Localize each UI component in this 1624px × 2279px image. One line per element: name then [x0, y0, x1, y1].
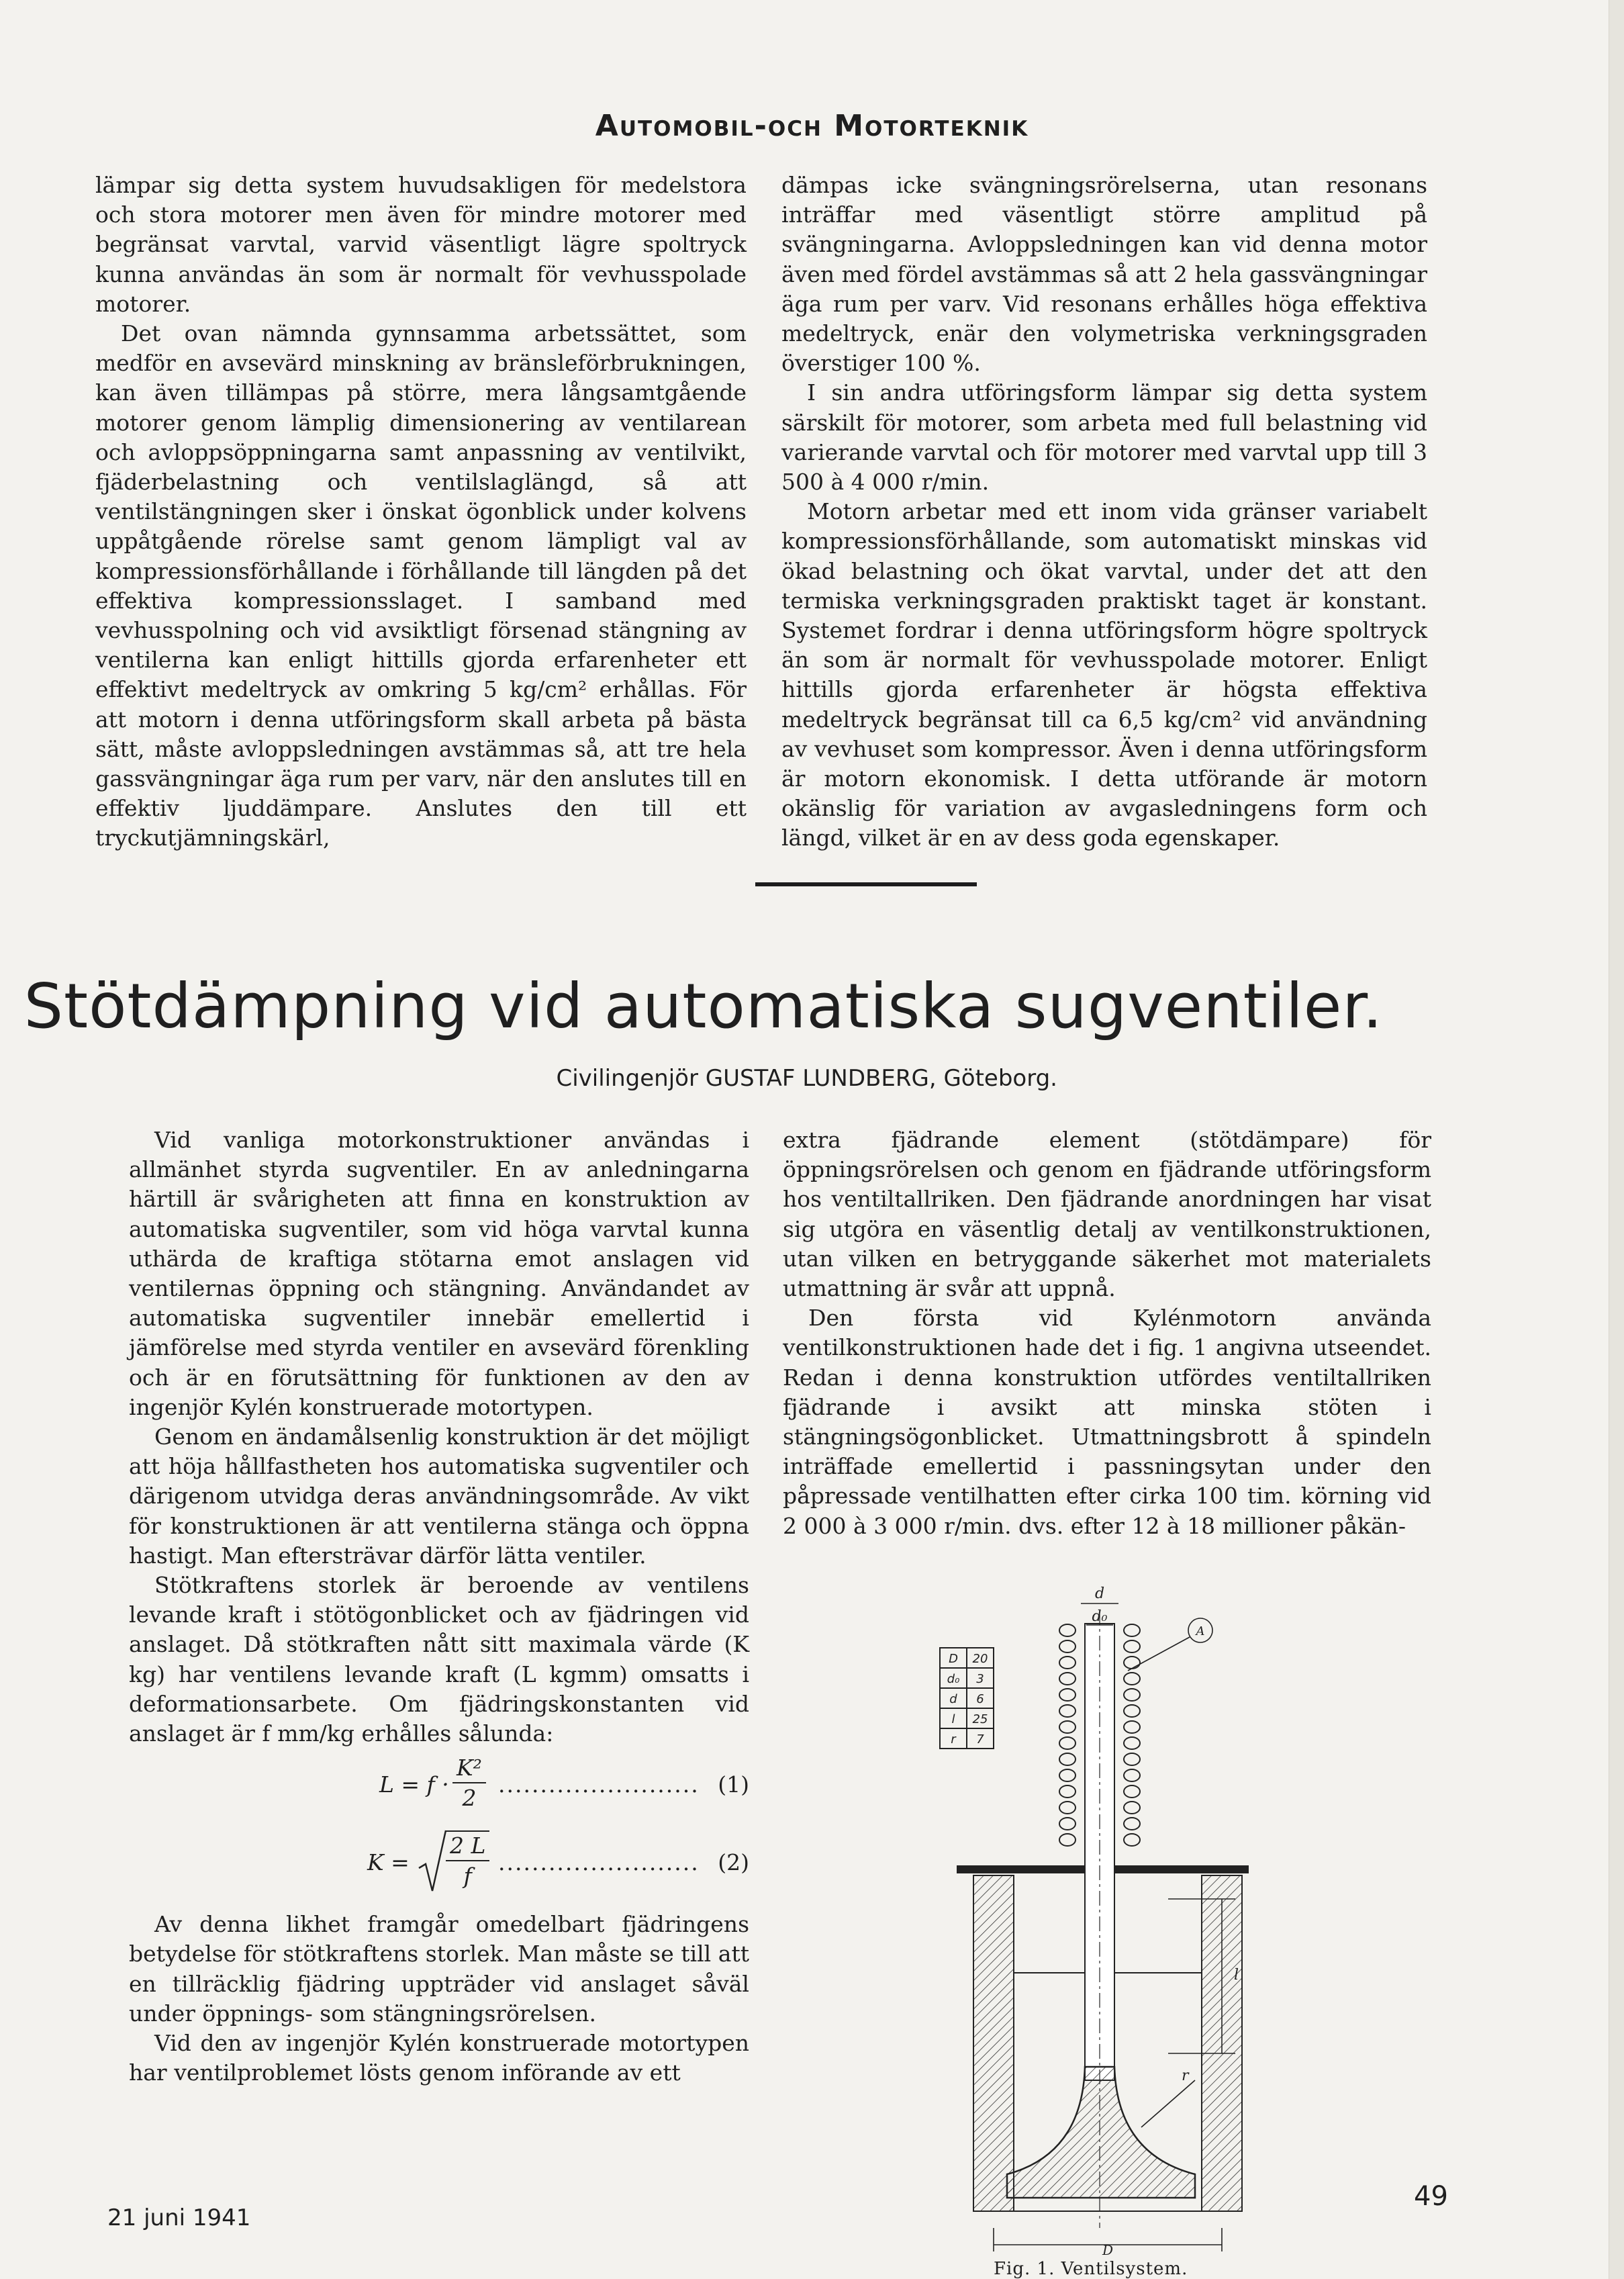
- spring-coil: [1059, 1834, 1076, 1846]
- spring-coil: [1059, 1785, 1076, 1798]
- section-header: Automobil-och Motorteknik: [595, 109, 1029, 143]
- paragraph: Den första vid Kylénmotorn använda ventilkonstruktionen hade det i fig. 1 angivna utseendet. Redan i denna konstruktion utfördes ventiltallriken fjädrande i avsikt att minska stöten i stängningsögonblicket. Utmattningsbrott å spindeln inträffade emellertid i passningsytan under den påpressade ventilhatten efter cirka 100 tim. körning vid 2 000 à 3 000 r/min. dvs. efter 12 à 18 millioner påkän-: [783, 1305, 1431, 1539]
- table-cell: d₀: [947, 1672, 960, 1686]
- article-author: Civilingenjör GUSTAF LUNDBERG, Göteborg.: [556, 1065, 1057, 1092]
- label-D: D: [1102, 2242, 1114, 2255]
- article-title: Stötdämpning vid automatiska sugventiler.: [23, 970, 1383, 1042]
- label-r: r: [1182, 2067, 1189, 2084]
- spring-coil: [1124, 1737, 1140, 1749]
- spring-coil: [1059, 1624, 1076, 1636]
- label-callout-a: A: [1196, 1624, 1205, 1638]
- article-left-part-a: [129, 1125, 749, 1749]
- spring-coil: [1124, 1673, 1140, 1685]
- page-edge: [1609, 0, 1624, 2279]
- equation-2-lhs: K =: [367, 1849, 410, 1876]
- spring-coil: [1124, 1753, 1140, 1765]
- square-root-sign: [418, 1829, 447, 1894]
- spring-coil: [1124, 1785, 1140, 1798]
- spring-coil: [1124, 1769, 1140, 1781]
- spring-coil: [1124, 1657, 1140, 1669]
- spring-coil: [1059, 1721, 1076, 1733]
- label-d0: d₀: [1092, 1608, 1108, 1625]
- figure-caption: Fig. 1. Ventilsystem.: [994, 2259, 1188, 2279]
- spring-coil: [1059, 1689, 1076, 1701]
- paragraph: dämpas icke svängningsrörelserna, utan resonans inträffar med väsentligt större amplitud på svängningarna. Avloppsledningen kan vid denna motor även med fördel avstämmas så att 2 hela gassvängningar äga rum per varv. Vid resonans erhålles höga effektiva medeltryck, enär den volymetriska verkningsgraden överstiger 100 %.: [781, 172, 1427, 377]
- paragraph: Motorn arbetar med ett inom vida gränser variabelt kompressionsförhållande, som automatiskt minskas vid ökad belastning och ökat varvtal, under det att den termiska verkningsgraden praktiskt taget är konstant. Systemet fordrar i denna utföringsform högre spoltryck än som är normalt för vevhusspolade motorer. Enligt hittills gjorda erfarenheter är högsta effektiva medeltryck begränsat till ca 6,5 kg/cm² vid användning av vevhuset som kompressor. Även i denna utföringsform är motorn ekonomisk. I detta utförande är motorn okänslig för variation av avgasledningens form och längd, vilket är en av dess goda egenskaper.: [781, 498, 1427, 851]
- equation-2-number: (2): [718, 1849, 749, 1876]
- table-cell: 3: [976, 1672, 984, 1686]
- spring-coil: [1059, 1802, 1076, 1814]
- spring-coil: [1059, 1673, 1076, 1685]
- table-cell: 6: [976, 1692, 984, 1706]
- spring-coil: [1124, 1818, 1140, 1830]
- paragraph: Vid vanliga motorkonstruktioner användas i allmänhet styrda sugventiler. En av anledningarna härtill är svårigheten att finna en konstruktion av automatiska sugventiler, som vid höga varvtal kunna uthärda de kraftiga stötarna emot anslagen vid ventilernas öppning och stängning. Användandet av automatiska sugventiler innebär emellertid i jämförelse med styrda ventiler en avsevärd förenkling och är en förutsättning för funktionen av den av ingenjör Kylén konstruerade motortypen.: [129, 1127, 749, 1420]
- article-left-column: [129, 1125, 749, 2088]
- spring-coil: [1059, 1737, 1076, 1749]
- paragraph: Vid den av ingenjör Kylén konstruerade motortypen har ventilproblemet lösts genom införande av ett: [129, 2030, 749, 2086]
- table-cell: d: [949, 1692, 957, 1706]
- table-cell: D: [949, 1652, 958, 1666]
- dimension-table: [940, 1648, 994, 1749]
- paragraph: I sin andra utföringsform lämpar sig detta system särskilt för motorer, som arbeta med full belastning vid varierande varvtal och för motorer med varvtal upp till 3 500 à 4 000 r/min.: [781, 379, 1427, 496]
- paragraph: Av denna likhet framgår omedelbart fjädringens betydelse för stötkraftens storlek. Man måste se till att en tillräcklig fjädring uppträder vid anslaget såväl under öppnings- som stängningsrörelsen.: [129, 1911, 749, 2027]
- article-left-part-b: [129, 1910, 749, 2088]
- equation-1-leader: ........................: [498, 1771, 700, 1798]
- equation-2-fraction: [446, 1830, 489, 1891]
- page-number: 49: [1414, 2181, 1448, 2212]
- spring-coil: [1124, 1834, 1140, 1846]
- spring-coil: [1059, 1657, 1076, 1669]
- table-cell: 25: [972, 1712, 988, 1726]
- divider-rule: [755, 882, 977, 886]
- paragraph: Genom en ändamålsenlig konstruktion är det möjligt att höja hållfastheten hos automatiska sugventiler och därigenom utvidga deras användningsområde. Av vikt för konstruktionen är att ventilerna stänga och öppna hastigt. Man eftersträvar därför lätta ventiler.: [129, 1424, 749, 1569]
- paragraph: lämpar sig detta system huvudsakligen för medelstora och stora motorer men även för mindre motorer med begränsat varvtal, varvid väsentligt lägre spoltryck kunna användas än som är normalt för vevhusspolade motorer.: [95, 172, 747, 317]
- top-left-column: [95, 171, 747, 853]
- spring-coil: [1059, 1640, 1076, 1653]
- equation-2-leader: ........................: [498, 1849, 700, 1876]
- paragraph: Stötkraftens storlek är beroende av ventilens levande kraft i stötögonblicket och av fjädringen vid anslaget. Då stötkraften nått sitt maximala värde (K kg) har ventilens levande kraft (L kgmm) omsatts i deformationsarbete. Om fjädringskonstanten vid anslaget är f mm/kg erhålles sålunda:: [129, 1572, 749, 1747]
- equation-1: [129, 1749, 749, 1817]
- equation-1-fraction: [452, 1754, 486, 1813]
- equation-1-denominator: 2: [462, 1785, 477, 1812]
- paragraph: Det ovan nämnda gynnsamma arbetssättet, som medför en avsevärd minskning av bränsleförbrukningen, kan även tillämpas på större, mera långsamtgående motorer genom lämplig dimensionering av ventilarean och avloppsöppningarna samt anpassning av ventilvikt, fjäderbelastning och ventilslaglängd, så att ventilstängningen sker i önskat ögonblick under kolvens uppåtgående rörelse samt genom lämpligt val av kompressionsförhållande i förhållande till längden på det effektiva kompressionsslaget. I samband med vevhusspolning och vid avsiktligt försenad stängning av ventilerna kan enligt hittills gjorda erfarenheter ett effektivt medeltryck av omkring 5 kg/cm² erhållas. För att motorn i denna utföringsform skall arbeta på bästa sätt, måste avloppsledningen avstämmas så, att tre hela gassvängningar äga rum per varv, när den anslutes till en effektiv ljuddämpare. Anslutes den till ett tryckutjämningskärl,: [95, 320, 747, 851]
- paragraph: extra fjädrande element (stötdämpare) för öppningsrörelsen och genom en fjädrande utföringsform hos ventiltallriken. Den fjädrande anordningen har visat sig utgöra en väsentlig detalj av ventilkonstruktionen, utan vilken en betryggande säkerhet mot materialets utmattning är svår att uppnå.: [783, 1127, 1431, 1302]
- spring-coil: [1124, 1705, 1140, 1717]
- spring-coil: [1124, 1802, 1140, 1814]
- spring-coil: [1124, 1689, 1140, 1701]
- spring-coil: [1059, 1818, 1076, 1830]
- equation-2-denominator: f: [463, 1863, 472, 1890]
- spring-coil: [1059, 1705, 1076, 1717]
- article-right-column: [783, 1125, 1431, 1541]
- label-d: d: [1094, 1585, 1105, 1602]
- footer-date: 21 juni 1941: [107, 2204, 251, 2231]
- equation-1-lhs: L = f ·: [379, 1771, 449, 1798]
- spring-coil: [1059, 1753, 1076, 1765]
- equation-1-number: (1): [718, 1771, 749, 1798]
- spring-coil: [1124, 1721, 1140, 1733]
- label-l: l: [1234, 1967, 1239, 1984]
- spring-coil: [1124, 1624, 1140, 1636]
- equation-1-numerator: K²: [452, 1754, 486, 1783]
- table-cell: 20: [972, 1652, 988, 1666]
- table-cell: r: [951, 1732, 956, 1747]
- valve-system-figure: [886, 1583, 1356, 2255]
- table-cell: 7: [976, 1732, 984, 1747]
- table-cell: l: [951, 1712, 955, 1726]
- spring-coil: [1059, 1769, 1076, 1781]
- spring-coil: [1124, 1640, 1140, 1653]
- equation-2-numerator: 2 L: [446, 1832, 489, 1861]
- equation-2: [129, 1826, 749, 1895]
- top-right-column: [781, 171, 1427, 853]
